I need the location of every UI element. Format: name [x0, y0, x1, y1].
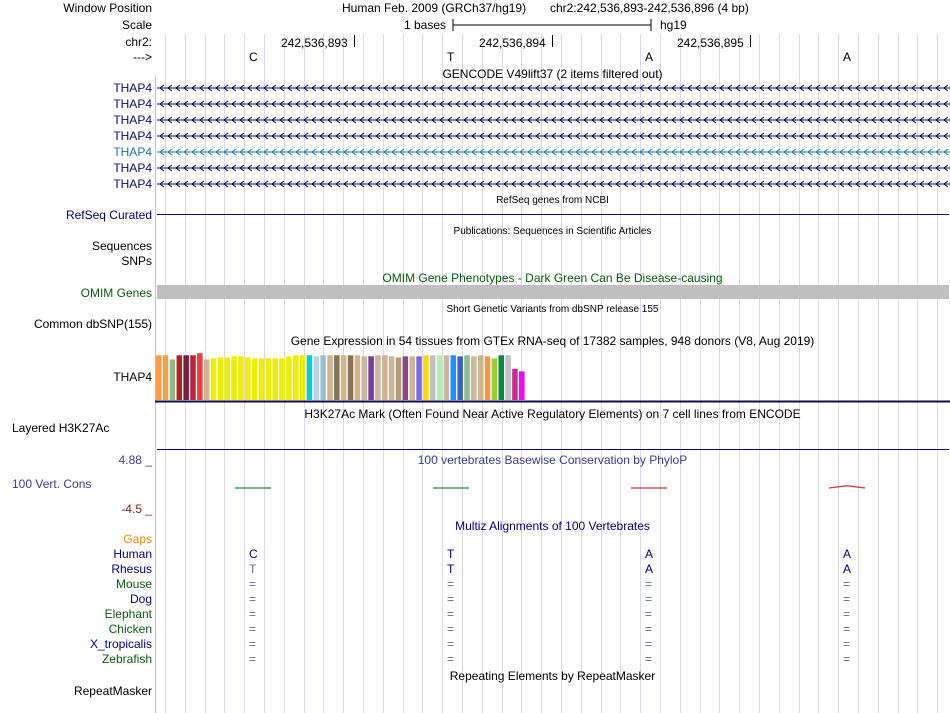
- multiz-species-label[interactable]: Dog: [129, 592, 152, 606]
- gencode-gene-label[interactable]: THAP4: [113, 145, 152, 159]
- gtex-tissue-bar: [416, 356, 422, 400]
- repeatmasker-track-title[interactable]: Repeating Elements by RepeatMasker: [449, 669, 656, 683]
- h3k27ac-track-title[interactable]: H3K27Ac Mark (Often Found Near Active Regulatory Elements) on 7 cell lines from ENCODE: [304, 407, 801, 421]
- gtex-tissue-bar: [300, 355, 306, 400]
- gtex-tissue-bar: [307, 355, 313, 400]
- multiz-base: =: [843, 622, 851, 636]
- gtex-tissue-bar: [430, 355, 436, 400]
- multiz-base: T: [249, 562, 257, 576]
- gtex-tissue-bar: [485, 356, 491, 400]
- multiz-base: =: [645, 622, 653, 636]
- gtex-tissue-bar: [163, 355, 169, 400]
- gtex-track-title[interactable]: Gene Expression in 54 tissues from GTEx RNA-seq of 17382 samples, 948 donors (V8, Aug 2019): [290, 334, 815, 348]
- gtex-tissue-bar: [423, 355, 429, 400]
- cons-max-label: 4.88 _: [118, 453, 152, 467]
- strand-label: --->: [133, 50, 152, 64]
- multiz-base: =: [447, 637, 455, 651]
- gtex-tissue-bar: [375, 355, 381, 400]
- multiz-base: A: [645, 562, 654, 576]
- gtex-tissue-bar: [519, 371, 525, 400]
- omim-track-label[interactable]: OMIM Genes: [80, 286, 152, 300]
- gtex-tissue-bar: [396, 357, 402, 400]
- position-text: chr2:242,536,893-242,536,896 (4 bp): [550, 1, 749, 15]
- multiz-base: =: [249, 622, 257, 636]
- omim-gene-bar[interactable]: [157, 285, 949, 299]
- multiz-base: A: [843, 547, 852, 561]
- gtex-tissue-bar: [437, 355, 443, 400]
- multiz-base: T: [447, 562, 455, 576]
- scale-label: Scale: [121, 18, 152, 32]
- multiz-base: =: [447, 652, 455, 666]
- gtex-tissue-bar: [403, 356, 409, 400]
- base-letter: A: [843, 50, 852, 64]
- multiz-base: =: [645, 607, 653, 621]
- multiz-base: =: [447, 622, 455, 636]
- multiz-species-label[interactable]: Rhesus: [111, 562, 152, 576]
- gtex-tissue-bar: [478, 355, 484, 400]
- gtex-tissue-bar: [156, 355, 162, 400]
- gencode-intron-line[interactable]: [157, 130, 950, 142]
- chrom-label: chr2:: [125, 35, 152, 49]
- scale-db: hg19: [660, 18, 687, 32]
- gencode-intron-line[interactable]: [157, 98, 950, 110]
- gtex-tissue-bar: [389, 356, 395, 400]
- gtex-tissue-bar: [334, 355, 340, 400]
- gtex-tissue-bar: [457, 356, 463, 400]
- gtex-tissue-bar: [499, 355, 505, 400]
- gtex-tissue-bar: [279, 358, 285, 400]
- gencode-track-title[interactable]: GENCODE V49lift37 (2 items filtered out): [442, 67, 663, 81]
- gtex-tissue-bar: [505, 355, 511, 400]
- gtex-tissue-bar: [348, 355, 354, 400]
- gtex-tissue-bar: [314, 356, 320, 400]
- multiz-base: A: [843, 562, 852, 576]
- gtex-tissue-bar: [409, 356, 415, 400]
- gtex-tissue-bar: [368, 356, 374, 400]
- gtex-tissue-bar: [341, 355, 347, 400]
- dbsnp-track-label[interactable]: Common dbSNP(155): [33, 317, 152, 331]
- multiz-base: =: [645, 592, 653, 606]
- refseq-gene-line[interactable]: [157, 214, 949, 215]
- base-letter: A: [645, 50, 654, 64]
- multiz-species-label[interactable]: X_tropicalis: [89, 637, 152, 651]
- multiz-base: =: [843, 592, 851, 606]
- coord-tick: [552, 35, 553, 47]
- multiz-base: C: [249, 547, 258, 561]
- coord-tick-label: 242,536,895: [677, 36, 744, 50]
- gtex-bar-chart[interactable]: [155, 348, 950, 404]
- h3k27ac-track-label[interactable]: Layered H3K27Ac: [12, 421, 110, 435]
- refseq-track-title[interactable]: RefSeq genes from NCBI: [496, 195, 609, 206]
- gtex-tissue-bar: [245, 357, 251, 400]
- gtex-tissue-bar: [471, 356, 477, 400]
- gtex-tissue-bar: [464, 355, 470, 400]
- gtex-tissue-bar: [218, 357, 224, 400]
- multiz-base: =: [843, 607, 851, 621]
- gtex-tissue-bar: [382, 355, 388, 400]
- gtex-tissue-bar: [190, 355, 196, 400]
- gencode-gene-label[interactable]: THAP4: [113, 129, 152, 143]
- gencode-gene-label[interactable]: THAP4: [113, 161, 152, 175]
- gtex-tissue-bar: [231, 356, 237, 400]
- omim-track-title[interactable]: OMIM Gene Phenotypes - Dark Green Can Be Disease-causing: [382, 271, 723, 285]
- multiz-base: =: [843, 652, 851, 666]
- multiz-base: =: [447, 607, 455, 621]
- cons-track-title[interactable]: 100 vertebrates Basewise Conservation by PhyloP: [417, 453, 688, 467]
- gtex-tissue-bar: [177, 355, 183, 400]
- gtex-tissue-bar: [286, 356, 292, 400]
- gtex-tissue-bar: [444, 355, 450, 400]
- multiz-base: =: [249, 577, 257, 591]
- assembly-name: Human Feb. 2009 (GRCh37/hg19): [342, 1, 527, 15]
- base-letter: C: [249, 50, 258, 64]
- gtex-tissue-bar: [512, 369, 518, 400]
- coord-tick: [354, 35, 355, 47]
- gencode-intron-line[interactable]: [157, 82, 950, 94]
- gtex-tissue-bar: [259, 358, 265, 400]
- multiz-base: =: [249, 607, 257, 621]
- multiz-base: =: [645, 637, 653, 651]
- publications-snps-label[interactable]: SNPs: [121, 254, 152, 268]
- gtex-tissue-bar: [266, 358, 272, 400]
- multiz-species-label[interactable]: Mouse: [115, 577, 152, 591]
- gencode-intron-line[interactable]: [157, 178, 950, 190]
- gencode-intron-line[interactable]: [157, 114, 950, 126]
- gencode-gene-label[interactable]: THAP4: [113, 177, 152, 191]
- gencode-gene-label[interactable]: THAP4: [113, 97, 152, 111]
- cons-score-mark: [829, 486, 865, 488]
- multiz-base: =: [645, 577, 653, 591]
- base-letter: T: [447, 50, 455, 64]
- gencode-gene-label[interactable]: THAP4: [113, 113, 152, 127]
- cons-min-label: -4.5 _: [121, 502, 152, 516]
- multiz-base: =: [447, 577, 455, 591]
- gtex-tissue-bar: [238, 356, 244, 400]
- gencode-intron-line[interactable]: [157, 162, 950, 174]
- multiz-species-label[interactable]: Chicken: [108, 622, 152, 636]
- gtex-tissue-bar: [204, 359, 210, 400]
- gtex-tissue-bar: [252, 358, 258, 400]
- multiz-base: A: [645, 547, 654, 561]
- gtex-tissue-bar: [320, 355, 326, 400]
- h3k27ac-baseline: [157, 449, 949, 450]
- gencode-gene-label[interactable]: THAP4: [113, 81, 152, 95]
- scale-text: 1 bases: [404, 18, 447, 32]
- gtex-tissue-bar: [451, 355, 457, 400]
- coord-tick-label: 242,536,893: [281, 36, 348, 50]
- publications-sequences-label[interactable]: Sequences: [91, 239, 152, 253]
- gtex-track-label[interactable]: THAP4: [113, 370, 152, 384]
- multiz-species-label[interactable]: Human: [113, 547, 152, 561]
- multiz-species-label[interactable]: Elephant: [104, 607, 152, 621]
- multiz-base: =: [843, 577, 851, 591]
- gtex-tissue-bar: [183, 355, 189, 400]
- cons-track-label[interactable]: 100 Vert. Cons: [12, 477, 92, 491]
- gtex-tissue-bar: [170, 359, 176, 400]
- gtex-tissue-bar: [211, 358, 217, 400]
- multiz-track-title[interactable]: Multiz Alignments of 100 Vertebrates: [455, 519, 650, 533]
- refseq-track-label[interactable]: RefSeq Curated: [65, 208, 152, 222]
- gtex-tissue-bar: [197, 353, 203, 400]
- multiz-base: T: [447, 547, 455, 561]
- gtex-tissue-bar: [293, 355, 299, 400]
- multiz-gaps-label[interactable]: Gaps: [123, 532, 152, 546]
- multiz-base: =: [447, 592, 455, 606]
- cons-wiggle[interactable]: [155, 462, 950, 512]
- repeatmasker-track-label[interactable]: RepeatMasker: [73, 684, 152, 698]
- scale-bar: [452, 18, 654, 32]
- coord-tick: [750, 35, 751, 47]
- gtex-tissue-bar: [272, 358, 278, 400]
- window-position-label: Window Position: [63, 1, 152, 15]
- dbsnp-track-title[interactable]: Short Genetic Variants from dbSNP release 155: [446, 304, 659, 315]
- multiz-base: =: [249, 592, 257, 606]
- multiz-base: =: [249, 637, 257, 651]
- gtex-tissue-bar: [492, 358, 498, 400]
- gtex-tissue-bar: [327, 355, 333, 400]
- gtex-tissue-bar: [362, 356, 368, 400]
- gtex-tissue-bar: [225, 357, 231, 400]
- gtex-tissue-bar: [355, 355, 361, 400]
- coord-tick-label: 242,536,894: [479, 36, 546, 50]
- multiz-base: =: [249, 652, 257, 666]
- gencode-intron-line[interactable]: [157, 146, 950, 158]
- multiz-base: =: [645, 652, 653, 666]
- multiz-species-label[interactable]: Zebrafish: [101, 652, 152, 666]
- publications-track-title[interactable]: Publications: Sequences in Scientific Articles: [453, 226, 652, 237]
- multiz-base: =: [843, 637, 851, 651]
